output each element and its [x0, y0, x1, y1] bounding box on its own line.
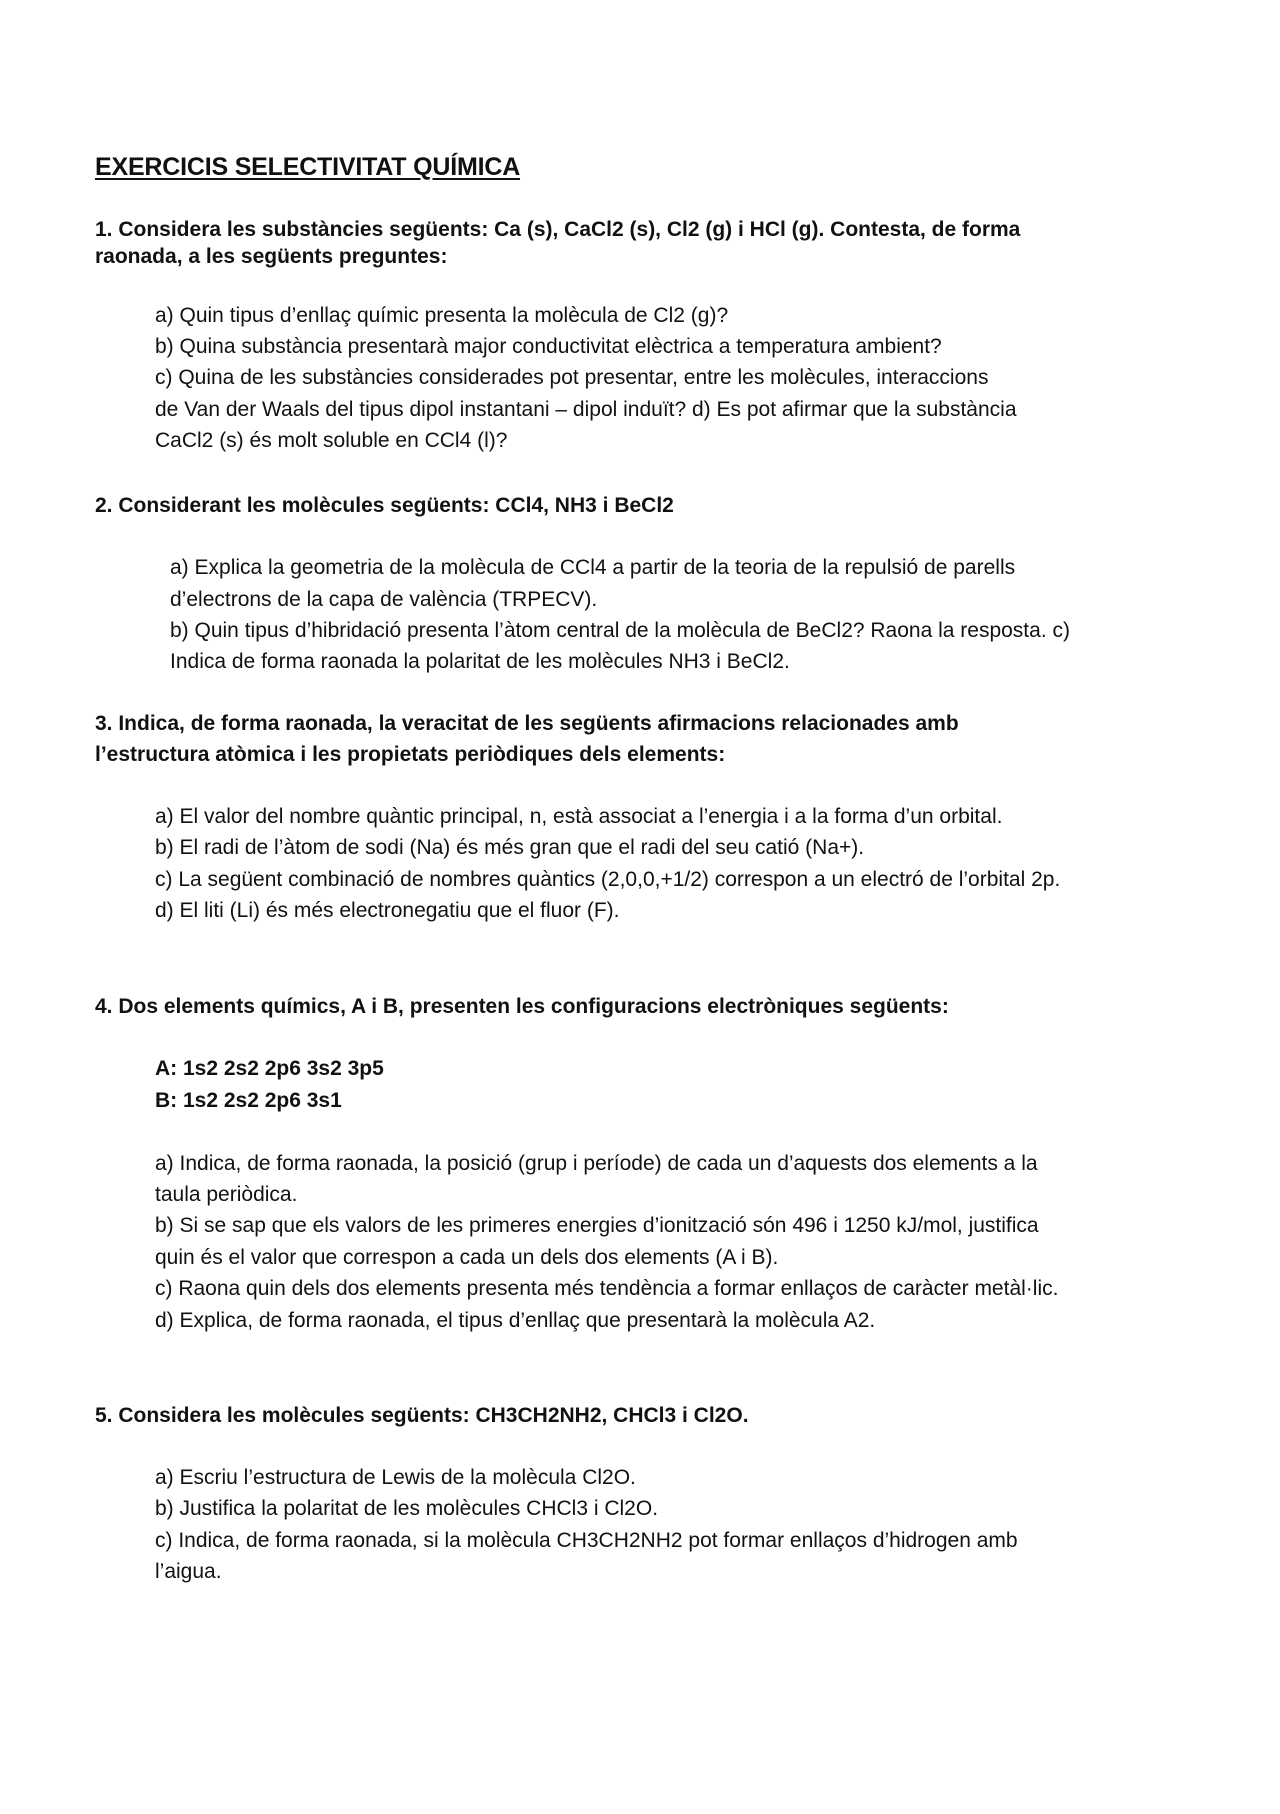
question-3-line-a: a) El valor del nombre quàntic principal, n, està associat a l’energia i a la forma d’un orbital. — [155, 805, 1003, 828]
question-3-line-d: d) El liti (Li) és més electronegatiu que el fluor (F). — [155, 899, 620, 922]
question-1-line-c-cont: de Van der Waals del tipus dipol instantani – dipol induït? d) Es pot afirmar que la substància — [155, 398, 1017, 421]
page-title: EXERCICIS SELECTIVITAT QUÍMICA — [95, 153, 521, 181]
question-5-line-c: c) Indica, de forma raonada, si la molècula CH3CH2NH2 pot formar enllaços d’hidrogen amb — [155, 1529, 1018, 1552]
question-1-line-a: a) Quin tipus d’enllaç químic presenta la molècula de Cl2 (g)? — [155, 304, 729, 327]
question-2-line-a: a) Explica la geometria de la molècula de CCl4 a partir de la teoria de la repulsió de parells — [170, 556, 1016, 579]
config-a: A: 1s2 2s2 2p6 3s2 3p5 — [155, 1057, 384, 1080]
question-2-line-a-cont: d’electrons de la capa de valència (TRPECV). — [170, 588, 598, 611]
question-5-line-c-cont: l’aigua. — [155, 1560, 222, 1583]
question-5-heading: 5. Considera les molècules següents: CH3CH2NH2, CHCl3 i Cl2O. — [95, 1404, 749, 1427]
question-4-line-a-cont: taula periòdica. — [155, 1183, 298, 1206]
question-3-heading-line-2: l’estructura atòmica i les propietats periòdiques dels elements: — [95, 743, 726, 766]
question-4-line-b-cont: quin és el valor que correspon a cada un dels dos elements (A i B). — [155, 1246, 779, 1269]
question-4-line-d: d) Explica, de forma raonada, el tipus d’enllaç que presentarà la molècula A2. — [155, 1309, 876, 1332]
question-1-heading-line-1: 1. Considera les substàncies següents: Ca (s), CaCl2 (s), Cl2 (g) i HCl (g). Contesta, de forma — [95, 218, 1021, 241]
question-3-line-c: c) La següent combinació de nombres quàntics (2,0,0,+1/2) correspon a un electró de l’orbital 2p. — [155, 868, 1061, 891]
question-3-heading-line-1: 3. Indica, de forma raonada, la veracitat de les següents afirmacions relacionades amb — [95, 712, 959, 735]
question-4-line-a: a) Indica, de forma raonada, la posició (grup i període) de cada un d’aquests dos elements a la — [155, 1152, 1038, 1175]
question-5-line-b: b) Justifica la polaritat de les molècules CHCl3 i Cl2O. — [155, 1497, 659, 1520]
question-4-line-c: c) Raona quin dels dos elements presenta més tendència a formar enllaços de caràcter metàl·lic. — [155, 1277, 1059, 1300]
question-4-heading: 4. Dos elements químics, A i B, presenten les configuracions electròniques següents: — [95, 995, 949, 1018]
question-1-line-d-cont: CaCl2 (s) és molt soluble en CCl4 (l)? — [155, 429, 508, 452]
question-2-line-b: b) Quin tipus d’hibridació presenta l’àtom central de la molècula de BeCl2? Raona la resposta. c) — [170, 619, 1070, 642]
question-1-line-c: c) Quina de les substàncies considerades pot presentar, entre les molècules, interaccions — [155, 366, 989, 389]
question-2-line-c: Indica de forma raonada la polaritat de les molècules NH3 i BeCl2. — [170, 650, 790, 673]
question-1-line-b: b) Quina substància presentarà major conductivitat elèctrica a temperatura ambient? — [155, 335, 942, 358]
question-5-line-a: a) Escriu l’estructura de Lewis de la molècula Cl2O. — [155, 1466, 636, 1489]
question-3-line-b: b) El radi de l’àtom de sodi (Na) és més gran que el radi del seu catió (Na+). — [155, 836, 865, 859]
question-4-line-b: b) Si se sap que els valors de les primeres energies d’ionització són 496 i 1250 kJ/mol, justifica — [155, 1214, 1039, 1237]
config-b: B: 1s2 2s2 2p6 3s1 — [155, 1089, 342, 1112]
question-2-heading: 2. Considerant les molècules següents: CCl4, NH3 i BeCl2 — [95, 494, 674, 517]
question-1-heading-line-2: raonada, a les següents preguntes: — [95, 245, 448, 268]
